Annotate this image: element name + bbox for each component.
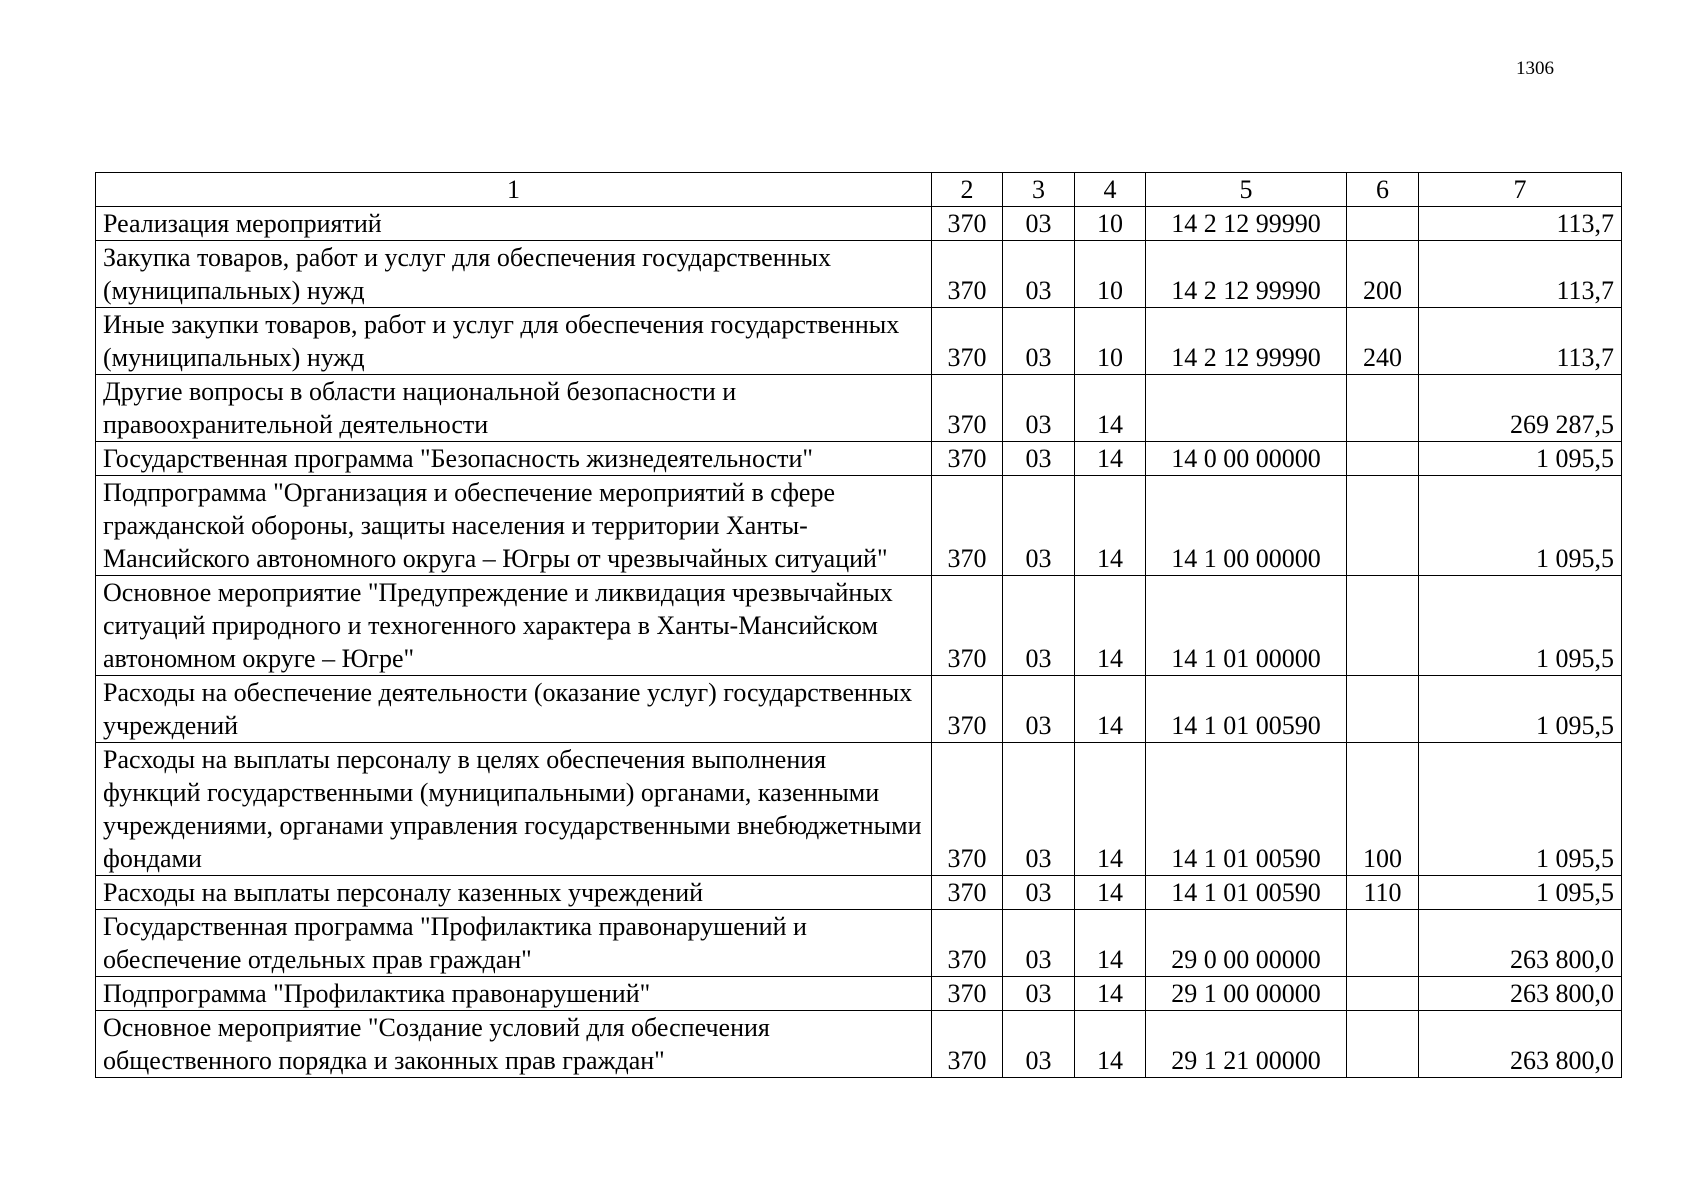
table-row [96, 207, 1622, 241]
cell-ministry-code: 370 [932, 576, 1003, 676]
cell-amount: 113,7 [1419, 308, 1622, 375]
cell-subsection-code: 14 [1075, 676, 1146, 743]
cell-item-name: Расходы на выплаты персоналу казенных учреждений [96, 876, 932, 910]
cell-expense-type-code [1347, 476, 1419, 576]
table-row [96, 676, 1622, 743]
cell-section-code: 03 [1003, 442, 1075, 476]
cell-target-article-code: 29 1 00 00000 [1146, 977, 1347, 1011]
cell-ministry-code: 370 [932, 910, 1003, 977]
cell-target-article-code: 14 2 12 99990 [1146, 207, 1347, 241]
budget-table [95, 172, 1622, 1078]
cell-item-name: Закупка товаров, работ и услуг для обеспечения государственных (муниципальных) нужд [96, 241, 932, 308]
cell-item-name: Расходы на выплаты персоналу в целях обеспечения выполнения функций государственными (муниципальными) органами, казенными учреждениями, органами управления государственными внебюджетными фондами [96, 743, 932, 876]
cell-amount: 1 095,5 [1419, 476, 1622, 576]
cell-ministry-code: 370 [932, 476, 1003, 576]
cell-section-code: 03 [1003, 977, 1075, 1011]
table-row [96, 442, 1622, 476]
cell-target-article-code: 14 2 12 99990 [1146, 241, 1347, 308]
cell-amount: 113,7 [1419, 241, 1622, 308]
cell-section-code: 03 [1003, 375, 1075, 442]
cell-amount: 263 800,0 [1419, 977, 1622, 1011]
cell-subsection-code: 14 [1075, 977, 1146, 1011]
cell-amount: 1 095,5 [1419, 876, 1622, 910]
column-header: 6 [1347, 173, 1419, 207]
cell-item-name: Другие вопросы в области национальной безопасности и правоохранительной деятельности [96, 375, 932, 442]
cell-target-article-code [1146, 375, 1347, 442]
table-row [96, 476, 1622, 576]
cell-expense-type-code [1347, 207, 1419, 241]
cell-amount: 263 800,0 [1419, 910, 1622, 977]
cell-section-code: 03 [1003, 576, 1075, 676]
table-row [96, 743, 1622, 876]
table-row [96, 910, 1622, 977]
cell-section-code: 03 [1003, 308, 1075, 375]
column-header: 2 [932, 173, 1003, 207]
cell-expense-type-code [1347, 977, 1419, 1011]
page-number: 1306 [1516, 58, 1554, 79]
cell-item-name: Основное мероприятие "Создание условий для обеспечения общественного порядка и законных прав граждан" [96, 1011, 932, 1078]
cell-target-article-code: 14 1 01 00590 [1146, 743, 1347, 876]
cell-expense-type-code: 110 [1347, 876, 1419, 910]
cell-target-article-code: 14 0 00 00000 [1146, 442, 1347, 476]
cell-subsection-code: 10 [1075, 241, 1146, 308]
cell-amount: 1 095,5 [1419, 676, 1622, 743]
column-header: 7 [1419, 173, 1622, 207]
cell-amount: 113,7 [1419, 207, 1622, 241]
cell-ministry-code: 370 [932, 308, 1003, 375]
table-row [96, 977, 1622, 1011]
cell-expense-type-code [1347, 676, 1419, 743]
cell-subsection-code: 10 [1075, 308, 1146, 375]
table-header-row [96, 173, 1622, 207]
cell-expense-type-code: 200 [1347, 241, 1419, 308]
table-row [96, 1011, 1622, 1078]
cell-target-article-code: 29 0 00 00000 [1146, 910, 1347, 977]
cell-amount: 1 095,5 [1419, 743, 1622, 876]
cell-expense-type-code: 100 [1347, 743, 1419, 876]
cell-item-name: Подпрограмма "Организация и обеспечение мероприятий в сфере гражданской обороны, защиты населения и территории Ханты-Мансийского автономного округа – Югры от чрезвычайных ситуаций" [96, 476, 932, 576]
cell-section-code: 03 [1003, 876, 1075, 910]
cell-ministry-code: 370 [932, 743, 1003, 876]
cell-item-name: Реализация мероприятий [96, 207, 932, 241]
cell-target-article-code: 14 1 00 00000 [1146, 476, 1347, 576]
table-row [96, 576, 1622, 676]
cell-amount: 269 287,5 [1419, 375, 1622, 442]
cell-target-article-code: 14 1 01 00590 [1146, 876, 1347, 910]
cell-expense-type-code [1347, 576, 1419, 676]
cell-ministry-code: 370 [932, 207, 1003, 241]
cell-ministry-code: 370 [932, 876, 1003, 910]
cell-section-code: 03 [1003, 241, 1075, 308]
cell-target-article-code: 14 1 01 00590 [1146, 676, 1347, 743]
cell-subsection-code: 14 [1075, 375, 1146, 442]
cell-section-code: 03 [1003, 207, 1075, 241]
table-row [96, 375, 1622, 442]
cell-subsection-code: 14 [1075, 743, 1146, 876]
column-header: 1 [96, 173, 932, 207]
cell-ministry-code: 370 [932, 977, 1003, 1011]
cell-subsection-code: 14 [1075, 876, 1146, 910]
cell-item-name: Государственная программа "Безопасность жизнедеятельности" [96, 442, 932, 476]
cell-expense-type-code [1347, 910, 1419, 977]
cell-section-code: 03 [1003, 676, 1075, 743]
table-row [96, 308, 1622, 375]
cell-section-code: 03 [1003, 910, 1075, 977]
cell-ministry-code: 370 [932, 375, 1003, 442]
cell-subsection-code: 14 [1075, 576, 1146, 676]
cell-amount: 263 800,0 [1419, 1011, 1622, 1078]
cell-subsection-code: 14 [1075, 476, 1146, 576]
cell-amount: 1 095,5 [1419, 576, 1622, 676]
cell-expense-type-code [1347, 442, 1419, 476]
cell-expense-type-code [1347, 375, 1419, 442]
cell-item-name: Расходы на обеспечение деятельности (оказание услуг) государственных учреждений [96, 676, 932, 743]
cell-subsection-code: 10 [1075, 207, 1146, 241]
cell-amount: 1 095,5 [1419, 442, 1622, 476]
cell-ministry-code: 370 [932, 1011, 1003, 1078]
cell-target-article-code: 14 1 01 00000 [1146, 576, 1347, 676]
cell-ministry-code: 370 [932, 676, 1003, 743]
cell-subsection-code: 14 [1075, 442, 1146, 476]
cell-section-code: 03 [1003, 476, 1075, 576]
table-row [96, 241, 1622, 308]
cell-ministry-code: 370 [932, 241, 1003, 308]
table-row [96, 876, 1622, 910]
cell-subsection-code: 14 [1075, 1011, 1146, 1078]
cell-expense-type-code [1347, 1011, 1419, 1078]
cell-subsection-code: 14 [1075, 910, 1146, 977]
cell-item-name: Основное мероприятие "Предупреждение и ликвидация чрезвычайных ситуаций природного и техногенного характера в Ханты-Мансийском автономном округе – Югре" [96, 576, 932, 676]
cell-ministry-code: 370 [932, 442, 1003, 476]
cell-item-name: Иные закупки товаров, работ и услуг для обеспечения государственных (муниципальных) нужд [96, 308, 932, 375]
cell-item-name: Государственная программа "Профилактика правонарушений и обеспечение отдельных прав граждан" [96, 910, 932, 977]
cell-target-article-code: 29 1 21 00000 [1146, 1011, 1347, 1078]
column-header: 4 [1075, 173, 1146, 207]
cell-item-name: Подпрограмма "Профилактика правонарушений" [96, 977, 932, 1011]
column-header: 3 [1003, 173, 1075, 207]
cell-target-article-code: 14 2 12 99990 [1146, 308, 1347, 375]
column-header: 5 [1146, 173, 1347, 207]
cell-expense-type-code: 240 [1347, 308, 1419, 375]
cell-section-code: 03 [1003, 1011, 1075, 1078]
cell-section-code: 03 [1003, 743, 1075, 876]
